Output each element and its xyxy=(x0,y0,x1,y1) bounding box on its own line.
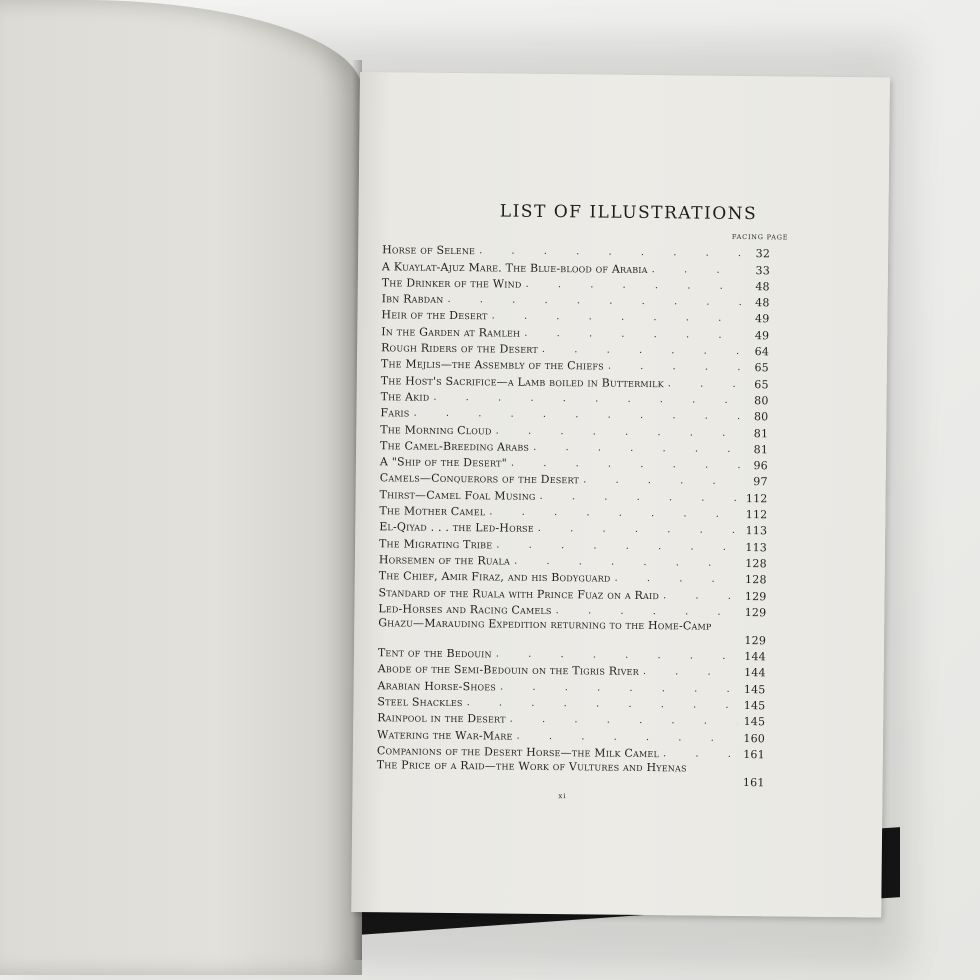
entry-page-number: 64 xyxy=(754,345,770,359)
dot-leader xyxy=(663,588,739,605)
entry-page-number: 81 xyxy=(753,426,769,440)
page-title: LIST OF ILLUSTRATIONS xyxy=(499,201,758,225)
entry-page-number: 128 xyxy=(745,573,767,587)
entry-page-number: 112 xyxy=(745,491,768,506)
illustrations-list xyxy=(377,242,771,791)
facing-page-header: FACING PAGE xyxy=(731,232,789,242)
entry-page-number: 128 xyxy=(745,556,767,571)
left-page-blank xyxy=(0,0,362,975)
entry-title: Ibn Rabdan xyxy=(381,292,444,307)
entry-title: Led-Horses and Racing Camels xyxy=(378,602,552,617)
entry-title: Companions of the Desert Horse—the Milk Camel xyxy=(376,744,660,761)
entry-page-number: 113 xyxy=(745,524,768,538)
entry-page-number: 113 xyxy=(745,540,768,554)
entry-page-number: 112 xyxy=(745,508,768,522)
dot-leader xyxy=(608,359,741,376)
dot-leader xyxy=(652,262,742,279)
dot-leader xyxy=(614,571,738,588)
entry-title: A "Ship of the Desert" xyxy=(379,455,507,470)
entry-page-number: 144 xyxy=(744,650,766,664)
entry-title: Steel Shackles xyxy=(377,695,463,710)
dot-leader xyxy=(583,473,740,491)
entry-page-number: 145 xyxy=(743,715,766,729)
entry-title: Rainpool in the Desert xyxy=(377,711,506,726)
dot-leader xyxy=(643,664,738,681)
entry-title: Horse of Selene xyxy=(382,243,476,258)
entry-page-number: 161 xyxy=(742,775,765,790)
entry-title: El-Qiyad . . . the Led-Horse xyxy=(379,520,534,536)
entry-title: Faris xyxy=(380,406,410,420)
entry-title: The Drinker of the Wind xyxy=(381,276,522,291)
entry-title: Rough Riders of the Desert xyxy=(381,341,538,356)
entry-page-number: 80 xyxy=(753,410,769,424)
entry-title: Standard of the Ruala with Prince Fuaz on a Raid xyxy=(378,585,660,602)
entry-title: Arabian Horse-Shoes xyxy=(377,678,497,694)
entry-title: Horsemen of the Ruala xyxy=(378,553,511,568)
list-entry xyxy=(378,617,766,649)
entry-title: The Camel-Breeding Arabs xyxy=(380,439,530,454)
entry-page-number: 161 xyxy=(743,747,765,762)
entry-page-number: 65 xyxy=(754,361,769,375)
dot-leader xyxy=(668,376,741,393)
entry-title: The Mother Camel xyxy=(379,504,486,519)
entry-page-number: 129 xyxy=(744,589,767,603)
entry-title: The Host's Sacrifice—a Lamb boiled in Buttermilk xyxy=(380,373,664,390)
entry-page-number: 145 xyxy=(743,682,766,696)
entry-title: A Kuaylat-Ajuz Mare. The Blue-blood of Arabia xyxy=(381,259,648,276)
entry-page-number: 80 xyxy=(754,394,769,408)
entry-title: In the Garden at Ramleh xyxy=(381,325,521,340)
entry-page-number: 48 xyxy=(755,296,770,310)
entry-page-number: 145 xyxy=(743,699,766,713)
entry-page-number: 49 xyxy=(754,312,770,326)
entry-page-number: 65 xyxy=(754,377,769,391)
entry-page-number: 96 xyxy=(753,459,768,473)
entry-title: The Akid xyxy=(380,390,430,404)
entry-title: The Chief, Amir Firaz, and his Bodyguard xyxy=(378,569,611,585)
entry-page-number: 160 xyxy=(743,731,766,745)
entry-page-number: 129 xyxy=(744,605,767,620)
entry-title: The Morning Cloud xyxy=(380,422,492,437)
entry-page-number: 33 xyxy=(755,263,771,277)
entry-page-number: 81 xyxy=(753,443,769,457)
entry-page-number: 32 xyxy=(755,247,771,261)
page-folio: xi xyxy=(558,792,567,801)
entry-page-number: 49 xyxy=(754,328,770,343)
entry-title: Camels—Conquerors of the Desert xyxy=(379,471,580,487)
entry-page-number: 144 xyxy=(744,666,766,680)
entry-page-number: 97 xyxy=(753,475,768,489)
list-entry xyxy=(377,759,765,791)
entry-title: Heir of the Desert xyxy=(381,308,488,323)
entry-title: The Price of a Raid—the Work of Vultures and Hyenas xyxy=(376,758,687,775)
entry-title: The Mejlis—the Assembly of the Chiefs xyxy=(380,357,604,373)
entry-title: The Migrating Tribe xyxy=(378,536,493,552)
entry-title: Tent of the Bedouin xyxy=(377,646,492,661)
entry-title: Thirst—Camel Foal Musing xyxy=(379,487,536,503)
entry-title: Abode of the Semi-Bedouin on the Tigris River xyxy=(377,662,639,679)
entry-title: Ghazu—Marauding Expedition returning to the Home-Camp xyxy=(378,616,712,633)
entry-page-number: 48 xyxy=(755,280,770,294)
entry-title: Watering the War-Mare xyxy=(376,727,513,743)
right-page xyxy=(351,72,890,918)
entry-page-number: 129 xyxy=(744,633,767,648)
